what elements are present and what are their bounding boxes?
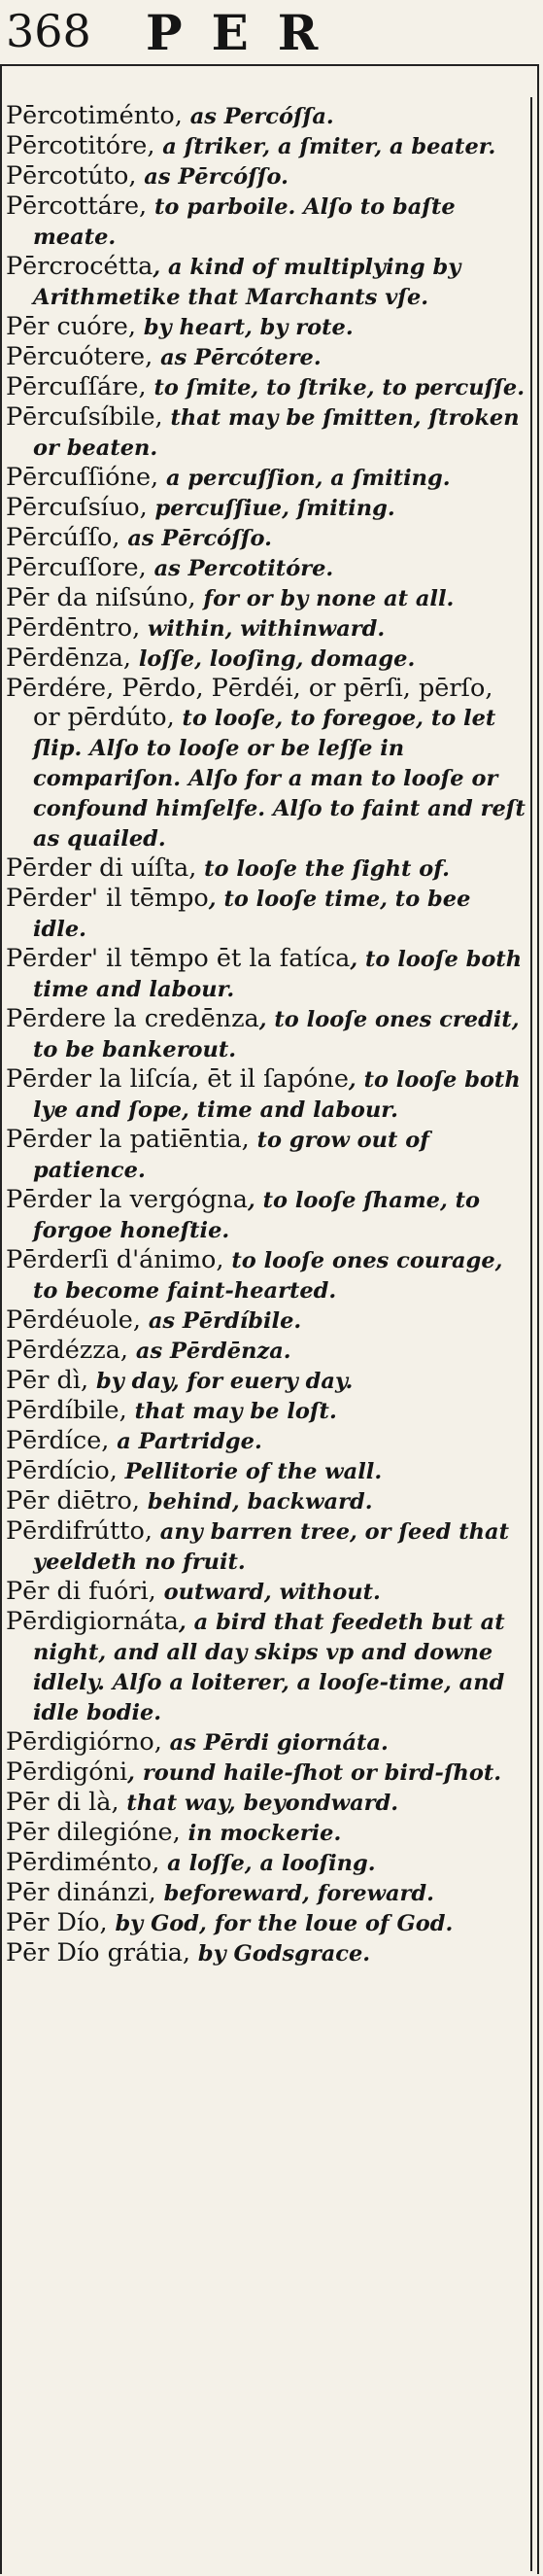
entry-definition: in mockerie. bbox=[180, 1821, 342, 1846]
entry-headword: Pēr dinánzi, bbox=[6, 1878, 156, 1907]
dictionary-entry bbox=[6, 372, 526, 402]
header-rule bbox=[0, 64, 539, 66]
entry-headword: Pēr cuóre, bbox=[6, 312, 136, 341]
dictionary-entry bbox=[6, 463, 526, 493]
entry-definition: loſſe, looſing, domage. bbox=[131, 646, 416, 672]
entry-headword: Pērderſi d'ánimo, bbox=[6, 1245, 224, 1274]
entry-definition: as Percóſſa. bbox=[182, 104, 334, 129]
entry-headword: Pērder' il tēmpo ēt la fatíca bbox=[6, 944, 351, 973]
entry-headword: Pēr dì, bbox=[6, 1366, 89, 1395]
entry-definition: beforeward, foreward. bbox=[155, 1881, 434, 1906]
entry-definition: any barren tree, or ſeed that yeeldeth no fruit. bbox=[33, 1519, 509, 1575]
dictionary-entry bbox=[6, 1245, 526, 1305]
dictionary-entry bbox=[6, 1004, 526, 1064]
entry-definition: as Percotitóre. bbox=[146, 556, 334, 581]
entry-definition: as Pērdíbile. bbox=[140, 1308, 302, 1334]
dictionary-entry bbox=[6, 1486, 526, 1516]
dictionary-entry bbox=[6, 1727, 526, 1758]
left-border-rule bbox=[0, 64, 2, 2574]
entry-definition: , to looſe ſhame, to forgoe honeſtie. bbox=[33, 1188, 481, 1243]
entry-definition: for or by none at all. bbox=[195, 586, 455, 611]
entry-headword: Pērdere la credēnza bbox=[6, 1004, 259, 1033]
entry-headword: Pērcrocétta bbox=[6, 252, 153, 281]
entry-definition: Pellitorie of the wall. bbox=[117, 1459, 383, 1484]
entry-headword: Pērcúſſo, bbox=[6, 523, 120, 552]
page-number: 368 bbox=[6, 5, 91, 57]
entry-definition: a loſſe, a looſing. bbox=[159, 1851, 376, 1876]
entry-definition: a percuſſion, a ſmiting. bbox=[158, 466, 451, 491]
dictionary-entry bbox=[6, 1908, 526, 1938]
dictionary-entry bbox=[6, 1848, 526, 1878]
entry-definition: , round haile-ſhot or bird-ſhot. bbox=[127, 1760, 502, 1786]
entry-headword: Pērcotiménto, bbox=[6, 101, 183, 130]
dictionary-entry bbox=[6, 583, 526, 613]
dictionary-entry bbox=[6, 884, 526, 944]
entry-headword: Pērdigóni bbox=[6, 1758, 128, 1787]
entry-headword: Pērcuótere, bbox=[6, 342, 153, 371]
entry-headword: Pērcuſsíbile, bbox=[6, 402, 163, 432]
dictionary-entry bbox=[6, 402, 526, 463]
entry-definition: as Pērdi giornáta. bbox=[161, 1730, 389, 1756]
entry-definition: percuſſiue, ſmiting. bbox=[147, 496, 395, 521]
entry-headword: Pērcottáre, bbox=[6, 191, 148, 221]
entry-definition: to looſe, to foregoe, to let ſlip. Alſo to looſe or be leſſe in compariſon. Alſo for a man to looſe or confound himſelfe. Alſo to faint and reſt as quailed. bbox=[33, 706, 526, 852]
entry-headword: Pērcotúto, bbox=[6, 161, 137, 191]
dictionary-entry bbox=[6, 191, 526, 252]
dictionary-entry bbox=[6, 674, 526, 853]
dictionary-entry bbox=[6, 1456, 526, 1486]
dictionary-entry bbox=[6, 1185, 526, 1245]
entry-definition: within, withinward. bbox=[140, 616, 386, 642]
dictionary-entry bbox=[6, 161, 526, 191]
entry-headword: Pērcotitóre, bbox=[6, 131, 155, 160]
entry-headword: Pērdício, bbox=[6, 1456, 118, 1485]
entry-headword: Pērder la patiēntia, bbox=[6, 1125, 250, 1154]
entry-definition: to looſe ones courage, to become faint-hearted. bbox=[33, 1248, 503, 1304]
entry-headword: Pērdére, Pērdo, Pērdéi, or pērſi, pērſo, or pērdúto, bbox=[6, 674, 493, 732]
entry-definition: to looſe the ſight of. bbox=[196, 856, 450, 882]
dictionary-entry bbox=[6, 1305, 526, 1336]
entry-definition: , a bird that feedeth but at night, and all day skips vp and downe idlely. Alſo a loiterer, a looſe-time, and idle bodie. bbox=[33, 1610, 505, 1725]
dictionary-entry bbox=[6, 1366, 526, 1396]
dictionary-entry bbox=[6, 613, 526, 644]
entry-definition: behind, backward. bbox=[140, 1489, 373, 1514]
dictionary-entry bbox=[6, 1938, 526, 1968]
dictionary-entry bbox=[6, 1426, 526, 1456]
entry-definition: as Pērcóſſo. bbox=[119, 526, 272, 551]
entry-definition: to grow out of patience. bbox=[33, 1128, 429, 1183]
entry-headword: Pērcuſsíuo, bbox=[6, 493, 148, 522]
entry-definition: by Godsgrace. bbox=[190, 1941, 371, 1967]
entry-headword: Pērdifrútto, bbox=[6, 1516, 153, 1546]
entry-definition: , to looſe both lye and ſope, time and labour. bbox=[33, 1067, 521, 1123]
dictionary-entry bbox=[6, 1758, 526, 1788]
dictionary-entry bbox=[6, 1125, 526, 1185]
entry-definition: by God, for the loue of God. bbox=[107, 1911, 454, 1936]
dictionary-entry bbox=[6, 312, 526, 342]
entry-headword: Pēr dilegióne, bbox=[6, 1818, 181, 1847]
entry-list bbox=[6, 101, 526, 1968]
entry-definition: , to looſe both time and labour. bbox=[33, 947, 523, 1002]
entry-definition: , to looſe time, to bee idle. bbox=[33, 887, 471, 942]
entry-definition: as Pērcóſſo. bbox=[136, 164, 288, 190]
running-head: PER bbox=[146, 4, 348, 61]
entry-headword: Pērcuſſáre, bbox=[6, 372, 147, 401]
entry-headword: Pērdiménto, bbox=[6, 1848, 160, 1877]
entry-headword: Pēr Dío, bbox=[6, 1908, 108, 1937]
entry-definition: a Partridge. bbox=[109, 1429, 262, 1454]
dictionary-entry bbox=[6, 1607, 526, 1727]
entry-headword: Pērdíce, bbox=[6, 1426, 110, 1455]
dictionary-entry bbox=[6, 1577, 526, 1607]
entry-definition: that may be ſmitten, ſtroken or beaten. bbox=[33, 405, 520, 461]
entry-headword: Pērdēnza, bbox=[6, 644, 132, 673]
dictionary-entry bbox=[6, 1788, 526, 1818]
dictionary-entry bbox=[6, 493, 526, 523]
entry-headword: Pēr diētro, bbox=[6, 1486, 141, 1515]
dictionary-entry bbox=[6, 1818, 526, 1848]
entry-definition: as Pērcótere. bbox=[153, 345, 322, 370]
entry-definition: to parboile. Alſo to baſte meate. bbox=[33, 194, 456, 250]
dictionary-entry bbox=[6, 644, 526, 674]
entry-headword: Pērdigiórno, bbox=[6, 1727, 162, 1757]
entry-definition: , a kind of multiplying by Arithmetike that Marchants vſe. bbox=[33, 255, 461, 310]
dictionary-entry bbox=[6, 553, 526, 583]
entry-headword: Pērdézza, bbox=[6, 1336, 129, 1365]
dictionary-entry bbox=[6, 1396, 526, 1426]
entry-headword: Pērdíbile, bbox=[6, 1396, 127, 1425]
entry-headword: Pērder di uíſta, bbox=[6, 853, 197, 883]
inner-right-border-rule bbox=[530, 97, 532, 2571]
dictionary-entry bbox=[6, 523, 526, 553]
dictionary-entry bbox=[6, 1878, 526, 1908]
entry-definition: that way, beyondward. bbox=[119, 1791, 399, 1816]
entry-headword: Pēr di là, bbox=[6, 1788, 119, 1817]
dictionary-entry bbox=[6, 131, 526, 161]
entry-definition: a ſtriker, a ſmiter, a beater. bbox=[154, 134, 496, 159]
entry-headword: Pēr di fuóri, bbox=[6, 1577, 156, 1606]
dictionary-entry bbox=[6, 101, 526, 131]
entry-headword: Pēr Dío grátia, bbox=[6, 1938, 191, 1967]
entry-headword: Pērder la vergógna bbox=[6, 1185, 248, 1214]
dictionary-entry bbox=[6, 1064, 526, 1125]
dictionary-entry bbox=[6, 944, 526, 1004]
entry-headword: Pērdéuole, bbox=[6, 1305, 141, 1335]
entry-definition: as Pērdēnza. bbox=[128, 1339, 291, 1364]
dictionary-entry bbox=[6, 1336, 526, 1366]
right-border-rule bbox=[537, 64, 539, 2574]
entry-headword: Pērder la liſcía, ēt il ſapóne bbox=[6, 1064, 349, 1094]
entry-definition: by heart, by rote. bbox=[136, 315, 354, 340]
entry-headword: Pērcuſſióne, bbox=[6, 463, 159, 492]
entry-definition: , to looſe ones credit, to be bankerout. bbox=[33, 1007, 520, 1062]
entry-headword: Pērdigiornáta bbox=[6, 1607, 180, 1636]
entry-headword: Pērdēntro, bbox=[6, 613, 141, 643]
dictionary-entry bbox=[6, 252, 526, 312]
entry-headword: Pērder' il tēmpo bbox=[6, 884, 209, 913]
entry-definition: outward, without. bbox=[155, 1580, 381, 1605]
entry-definition: by day, for euery day. bbox=[88, 1369, 354, 1394]
dictionary-entry bbox=[6, 1516, 526, 1577]
entry-headword: Pēr da niſsúno, bbox=[6, 583, 196, 612]
entry-headword: Pērcuſſore, bbox=[6, 553, 147, 582]
dictionary-entry bbox=[6, 853, 526, 884]
entry-definition: to ſmite, to ſtrike, to percuſſe. bbox=[146, 375, 526, 400]
dictionary-entry bbox=[6, 342, 526, 372]
entry-definition: that may be loſt. bbox=[126, 1399, 337, 1424]
